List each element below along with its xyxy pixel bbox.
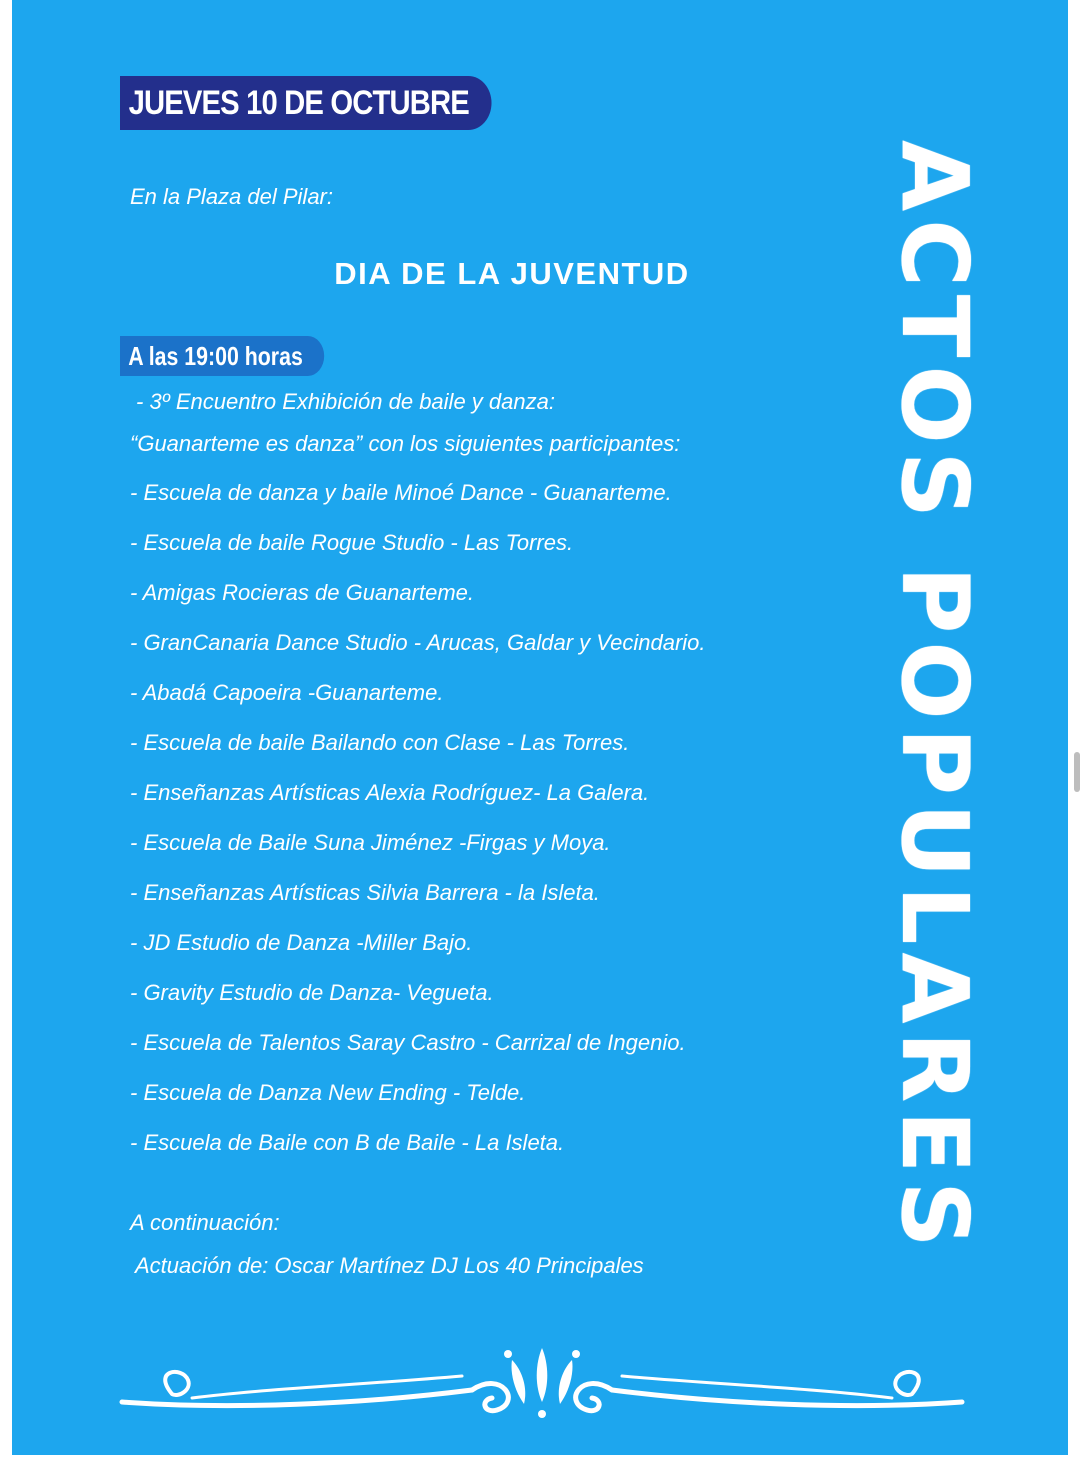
participant-item: - Abadá Capoeira -Guanarteme. xyxy=(130,680,444,705)
participant-item: - Escuela de baile Rogue Studio - Las Torres. xyxy=(130,530,574,555)
participant-item: - Escuela de Talentos Saray Castro - Carrizal de Ingenio. xyxy=(130,1030,686,1055)
side-title: ACTOS POPULARES xyxy=(881,140,988,1256)
participant-item: - Escuela de Baile con B de Baile - La Isleta. xyxy=(130,1130,565,1155)
continuation-label: A continuación: xyxy=(130,1210,280,1235)
participant-item: - Enseñanzas Artísticas Silvia Barrera - la Isleta. xyxy=(130,880,600,905)
venue-text: En la Plaza del Pilar: xyxy=(130,184,333,209)
participant-item: - Amigas Rocieras de Guanarteme. xyxy=(130,580,474,605)
participant-item: - Enseñanzas Artísticas Alexia Rodríguez- La Galera. xyxy=(130,780,650,805)
participant-item: - GranCanaria Dance Studio - Arucas, Galdar y Vecindario. xyxy=(130,630,706,655)
flourish-ornament-icon xyxy=(112,1340,972,1430)
time-badge: A las 19:00 horas xyxy=(120,336,324,376)
performance-text: Actuación de: Oscar Martínez DJ Los 40 Principales xyxy=(135,1253,644,1278)
participants-list xyxy=(130,480,706,1180)
participant-item: - Escuela de baile Bailando con Clase - Las Torres. xyxy=(130,730,630,755)
scrollbar-thumb[interactable] xyxy=(1074,752,1080,792)
participant-item: - JD Estudio de Danza -Miller Bajo. xyxy=(130,930,473,955)
participant-item: - Escuela de Baile Suna Jiménez -Firgas y Moya. xyxy=(130,830,611,855)
intro-line-2: “Guanarteme es danza” con los siguientes participantes: xyxy=(130,431,681,456)
date-badge: JUEVES 10 DE OCTUBRE xyxy=(120,76,491,130)
participant-item: - Escuela de danza y baile Minoé Dance - Guanarteme. xyxy=(130,480,672,505)
intro-line-1: - 3º Encuentro Exhibición de baile y danza: xyxy=(136,389,555,414)
participant-item: - Escuela de Danza New Ending - Telde. xyxy=(130,1080,526,1105)
poster xyxy=(12,0,1068,1455)
event-title: DIA DE LA JUVENTUD xyxy=(334,256,690,291)
participant-item: - Gravity Estudio de Danza- Vegueta. xyxy=(130,980,494,1005)
